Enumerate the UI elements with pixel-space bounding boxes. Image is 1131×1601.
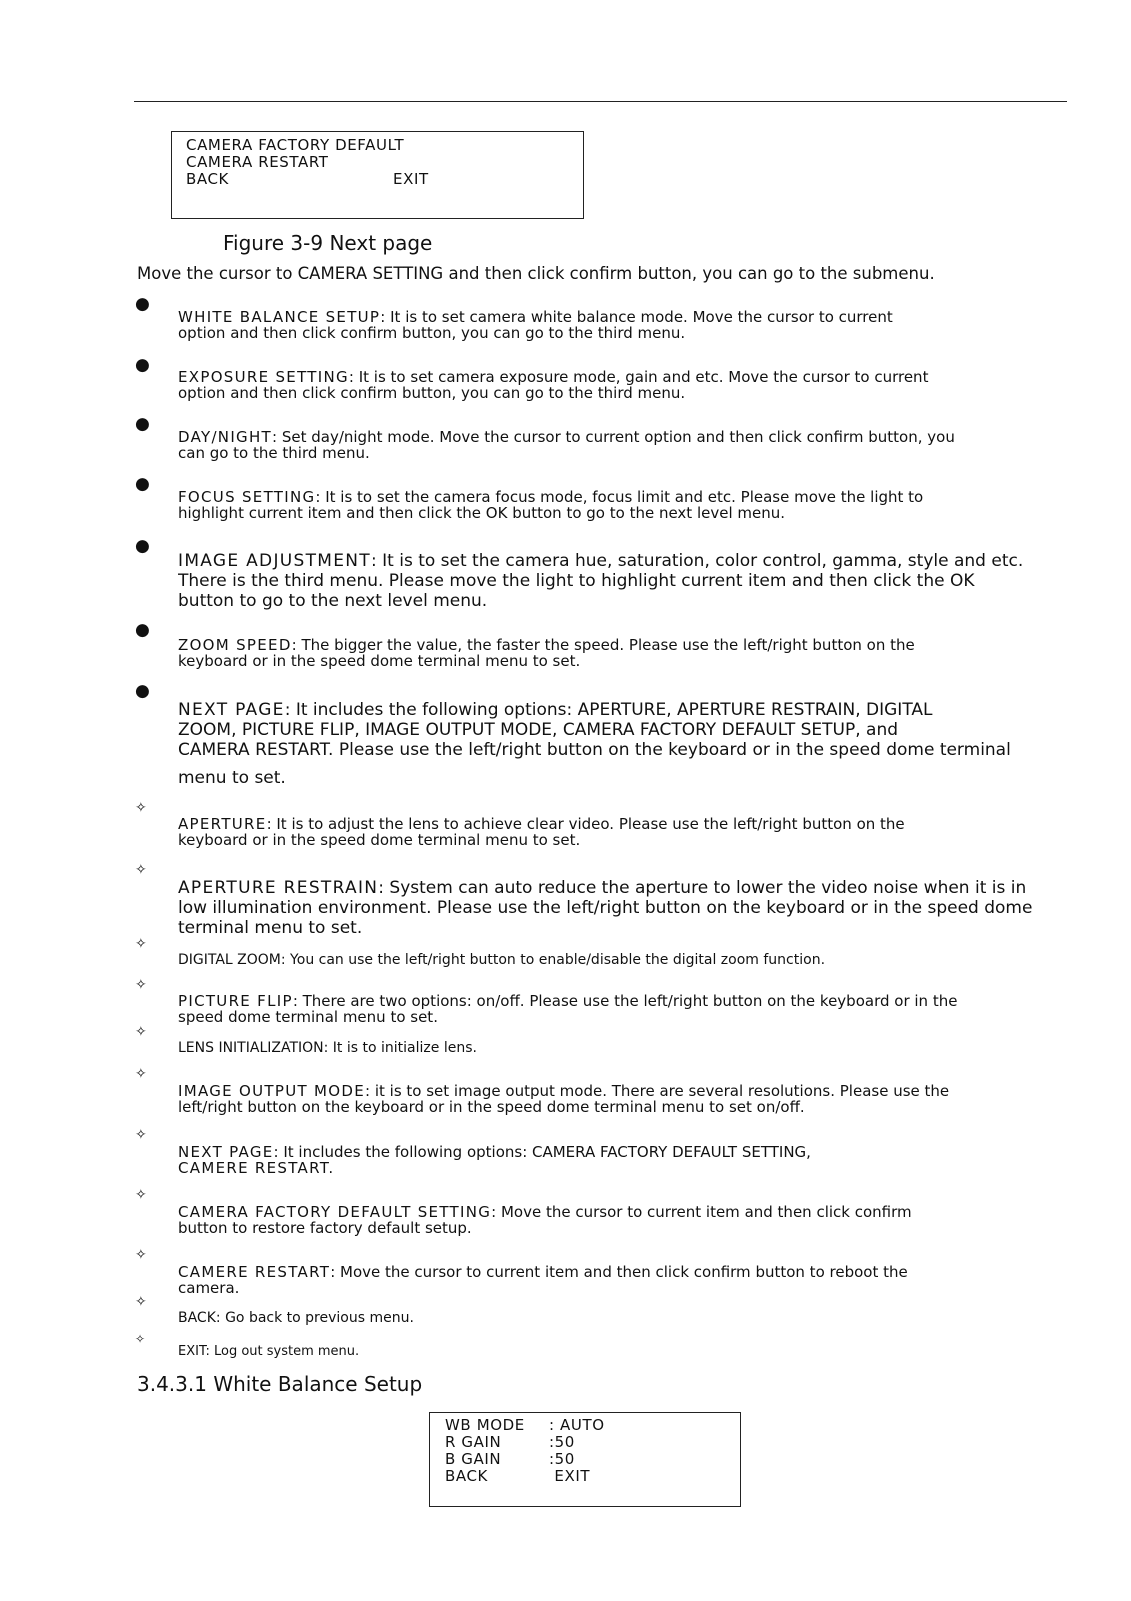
- item-text: button to restore factory default setup.: [178, 1219, 472, 1236]
- item-key: CAMERE RESTART: [178, 1264, 331, 1281]
- osd-row-wb-mode: [445, 1417, 740, 1434]
- item-key: DAY/NIGHT: [178, 429, 273, 446]
- item-aperture: [178, 816, 1063, 848]
- item-text: : There are two options: on/off. Please use the left/right button on the keyboard or in the: [292, 993, 958, 1010]
- osd-back: BACK: [186, 170, 229, 188]
- item-text: : It is to adjust the lens to achieve clear video. Please use the left/right button on the: [266, 816, 905, 833]
- osd-row-factory-default: [186, 137, 583, 154]
- item-text: keyboard or in the speed dome terminal menu to set.: [178, 831, 581, 848]
- osd-value: :50: [549, 1433, 575, 1451]
- diamond-bullet-icon: ✧: [135, 1024, 147, 1040]
- item-text: low illumination environment. Please use the left/right button on the keyboard or in the speed dome: [178, 898, 1033, 918]
- item-text: There is the third menu. Please move the light to highlight current item and then click the OK: [178, 571, 975, 591]
- osd-exit: EXIT: [393, 170, 429, 188]
- item-lens-initialization: [178, 1040, 1063, 1056]
- item-text: : Go back to previous menu.: [215, 1310, 414, 1326]
- item-key: IMAGE OUTPUT MODE: [178, 1083, 366, 1100]
- item-key: PICTURE FLIP: [178, 993, 293, 1010]
- item-picture-flip: [178, 993, 1063, 1025]
- bullet-icon: ●: [135, 681, 150, 701]
- item-text: keyboard or in the speed dome terminal menu to set.: [178, 652, 581, 669]
- item-aperture-restrain: [178, 878, 1063, 938]
- item-text: : It is to set the camera focus mode, focus limit and etc. Please move the light to: [315, 489, 924, 506]
- osd-value: : AUTO: [549, 1416, 605, 1434]
- item-key: NEXT PAGE: [178, 1144, 274, 1161]
- osd-label: R GAIN: [445, 1433, 502, 1451]
- item-back: [178, 1310, 1063, 1326]
- item-text: can go to the third menu.: [178, 444, 370, 461]
- item-text: : it is to set image output mode. There are several resolutions. Please use the: [365, 1083, 950, 1100]
- osd-value: :50: [549, 1450, 575, 1468]
- item-camere-restart: [178, 1264, 1063, 1296]
- item-key: WHITE BALANCE SETUP: [178, 309, 381, 326]
- diamond-bullet-icon: ✧: [135, 1127, 147, 1143]
- bullet-icon: ●: [135, 474, 150, 494]
- header-rule: [134, 101, 1067, 102]
- item-key: BACK: [178, 1310, 216, 1326]
- osd-row-camera-restart: [186, 154, 583, 171]
- item-exposure-setting: [178, 369, 1063, 401]
- item-text: : It is to set the camera hue, saturation, color control, gamma, style and etc.: [371, 551, 1024, 571]
- item-key: NEXT PAGE: [178, 700, 285, 720]
- item-image-adjustment: [178, 551, 1063, 611]
- osd-next-page-menu: [171, 131, 584, 219]
- item-zoom-speed: [178, 637, 1063, 669]
- item-text: camera.: [178, 1279, 240, 1296]
- item-text: menu to set.: [178, 768, 286, 788]
- item-day-night: [178, 429, 1063, 461]
- diamond-bullet-icon: ✧: [135, 1187, 147, 1203]
- item-text: : It is to set camera white balance mode. Move the cursor to current: [380, 309, 893, 326]
- osd-exit: EXIT: [549, 1467, 591, 1485]
- bullet-icon: ●: [135, 536, 150, 556]
- diamond-bullet-icon: ✧: [135, 862, 147, 878]
- bullet-icon: ●: [135, 620, 150, 640]
- osd-label: WB MODE: [445, 1416, 525, 1434]
- item-text: highlight current item and then click the OK button to go to the next level menu.: [178, 504, 786, 521]
- item-key: IMAGE ADJUSTMENT: [178, 551, 371, 571]
- osd-row-b-gain: [445, 1451, 740, 1468]
- item-text: : Log out system menu.: [205, 1344, 360, 1359]
- bullet-icon: ●: [135, 294, 150, 314]
- item-text: : The bigger the value, the faster the speed. Please use the left/right button on the: [291, 637, 915, 654]
- item-text: : You can use the left/right button to enable/disable the digital zoom function.: [280, 952, 826, 968]
- item-image-output-mode: [178, 1083, 1063, 1115]
- item-text: button to go to the next level menu.: [178, 591, 488, 611]
- osd-cell: CAMERA RESTART: [186, 153, 329, 171]
- osd-label: B GAIN: [445, 1450, 502, 1468]
- osd-row-r-gain: [445, 1434, 740, 1451]
- item-key: ZOOM SPEED: [178, 637, 292, 654]
- diamond-bullet-icon: ✧: [135, 1294, 147, 1310]
- item-text: CAMERE RESTART.: [178, 1159, 335, 1176]
- item-text: : System can auto reduce the aperture to lower the video noise when it is in: [378, 878, 1027, 898]
- item-text: : It is to set camera exposure mode, gain and etc. Move the cursor to current: [348, 369, 929, 386]
- item-digital-zoom: [178, 952, 1063, 968]
- item-text: option and then click confirm button, you can go to the third menu.: [178, 324, 686, 341]
- item-next-page: [178, 700, 1063, 788]
- diamond-bullet-icon: ✧: [135, 977, 147, 993]
- item-key: EXIT: [178, 1344, 206, 1359]
- item-camera-factory-default-setting: [178, 1204, 1063, 1236]
- item-key: EXPOSURE SETTING: [178, 369, 349, 386]
- item-exit: [178, 1344, 1063, 1359]
- diamond-bullet-icon: ✧: [135, 936, 147, 952]
- item-text: : It is to initialize lens.: [323, 1040, 477, 1056]
- item-text: : Set day/night mode. Move the cursor to current option and then click confirm button, you: [272, 429, 955, 446]
- diamond-bullet-icon: ✧: [135, 1066, 147, 1082]
- osd-back: BACK: [445, 1467, 488, 1485]
- item-text: CAMERA RESTART. Please use the left/right button on the keyboard or in the speed dome terminal: [178, 740, 1011, 760]
- item-text: terminal menu to set.: [178, 918, 363, 938]
- bullet-icon: ●: [135, 355, 150, 375]
- item-text: : Move the cursor to current item and then click confirm button to reboot the: [330, 1264, 908, 1281]
- item-focus-setting: [178, 489, 1063, 521]
- intro-paragraph: Move the cursor to CAMERA SETTING and then click confirm button, you can go to the submenu.: [137, 264, 935, 283]
- item-key: APERTURE RESTRAIN: [178, 878, 379, 898]
- bullet-icon: ●: [135, 414, 150, 434]
- item-white-balance-setup: [178, 309, 1063, 341]
- item-key: APERTURE: [178, 816, 267, 833]
- diamond-bullet-icon: ✧: [135, 800, 147, 816]
- figure-caption: Figure 3-9 Next page: [223, 231, 433, 255]
- diamond-bullet-icon: ✧: [135, 1332, 146, 1346]
- item-text: : It includes the following options: APERTURE, APERTURE RESTRAIN, DIGITAL: [284, 700, 933, 720]
- item-key: CAMERA FACTORY DEFAULT SETTING: [178, 1204, 492, 1221]
- item-key: FOCUS SETTING: [178, 489, 316, 506]
- osd-white-balance-menu: [429, 1412, 741, 1507]
- item-text: left/right button on the keyboard or in the speed dome terminal menu to set on/off.: [178, 1098, 805, 1115]
- item-next-page-2: [178, 1144, 1063, 1176]
- item-text: ZOOM, PICTURE FLIP, IMAGE OUTPUT MODE, CAMERA FACTORY DEFAULT SETUP, and: [178, 720, 899, 740]
- section-heading: 3.4.3.1 White Balance Setup: [137, 1372, 423, 1396]
- item-key: LENS INITIALIZATION: [178, 1040, 324, 1056]
- item-key: DIGITAL ZOOM: [178, 952, 281, 968]
- diamond-bullet-icon: ✧: [135, 1247, 147, 1263]
- osd-row-back-exit: [445, 1468, 740, 1485]
- item-text: option and then click confirm button, you can go to the third menu.: [178, 384, 686, 401]
- osd-cell: CAMERA FACTORY DEFAULT: [186, 136, 405, 154]
- item-text: : Move the cursor to current item and then click confirm: [491, 1204, 912, 1221]
- item-text: : It includes the following options: CAMERA FACTORY DEFAULT SETTING,: [273, 1144, 811, 1161]
- item-text: speed dome terminal menu to set.: [178, 1008, 438, 1025]
- osd-row-back-exit: [186, 171, 583, 188]
